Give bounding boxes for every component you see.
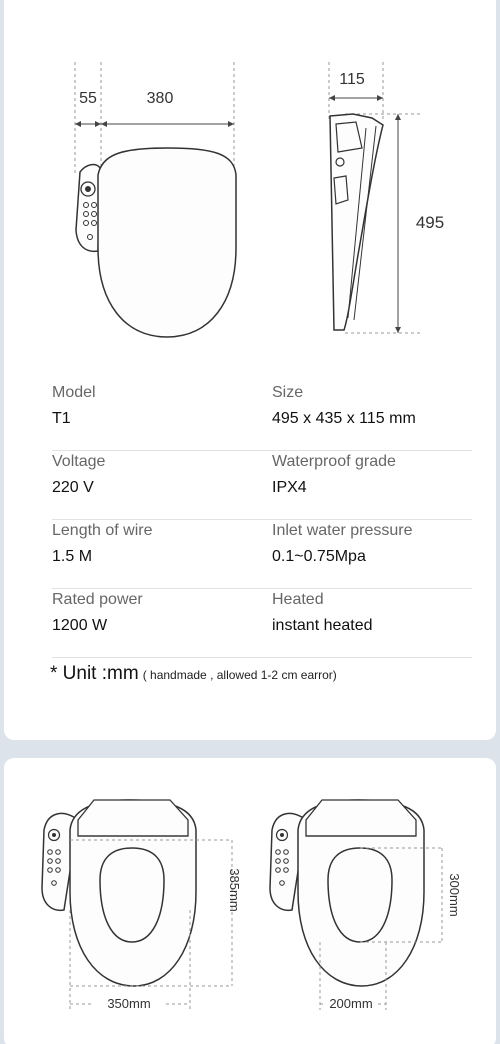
seat-outer-dimension-diagram — [0, 780, 250, 1044]
spec-value: 1200 W — [52, 617, 108, 634]
spec-label: Length of wire — [52, 522, 153, 539]
spec-row — [52, 382, 472, 451]
dim-width-label: 380 — [146, 90, 174, 107]
right-height-label: 300mm — [447, 873, 462, 917]
dim-length-label: 495 — [415, 213, 445, 232]
dim-depth-label: 115 — [339, 71, 365, 88]
spec-row — [52, 520, 472, 589]
spec-label: Model — [52, 384, 96, 401]
spec-value: instant heated — [272, 617, 373, 634]
left-width-label: 350mm — [107, 996, 151, 1011]
spec-value: 1.5 M — [52, 548, 93, 565]
spec-value: 495 x 435 x 115 mm — [272, 410, 416, 427]
spec-label: Size — [272, 384, 304, 401]
spec-value: 220 V — [52, 479, 94, 496]
spec-value: IPX4 — [272, 479, 307, 496]
unit-note — [50, 663, 337, 685]
spec-label: Inlet water pressure — [272, 522, 413, 539]
unit-note-main: * Unit :mm — [50, 663, 139, 684]
spec-value: 0.1~0.75Mpa — [272, 548, 366, 565]
unit-note-sub: ( handmade , allowed 1-2 cm earror) — [142, 668, 337, 682]
spec-value: T1 — [52, 410, 71, 427]
spec-label: Heated — [272, 591, 324, 608]
spec-label: Waterproof grade — [272, 453, 396, 470]
spec-label: Voltage — [52, 453, 106, 470]
seat-top-view-diagram — [0, 0, 250, 350]
spec-row — [52, 589, 472, 658]
spec-row — [52, 451, 472, 520]
spec-table — [52, 382, 472, 658]
seat-side-view-diagram — [250, 0, 500, 350]
dim-controller-label: 55 — [79, 90, 97, 107]
seat-inner-dimension-diagram — [250, 780, 500, 1044]
spec-label: Rated power — [52, 591, 143, 608]
right-width-label: 200mm — [329, 996, 373, 1011]
left-height-label: 385mm — [227, 868, 242, 912]
